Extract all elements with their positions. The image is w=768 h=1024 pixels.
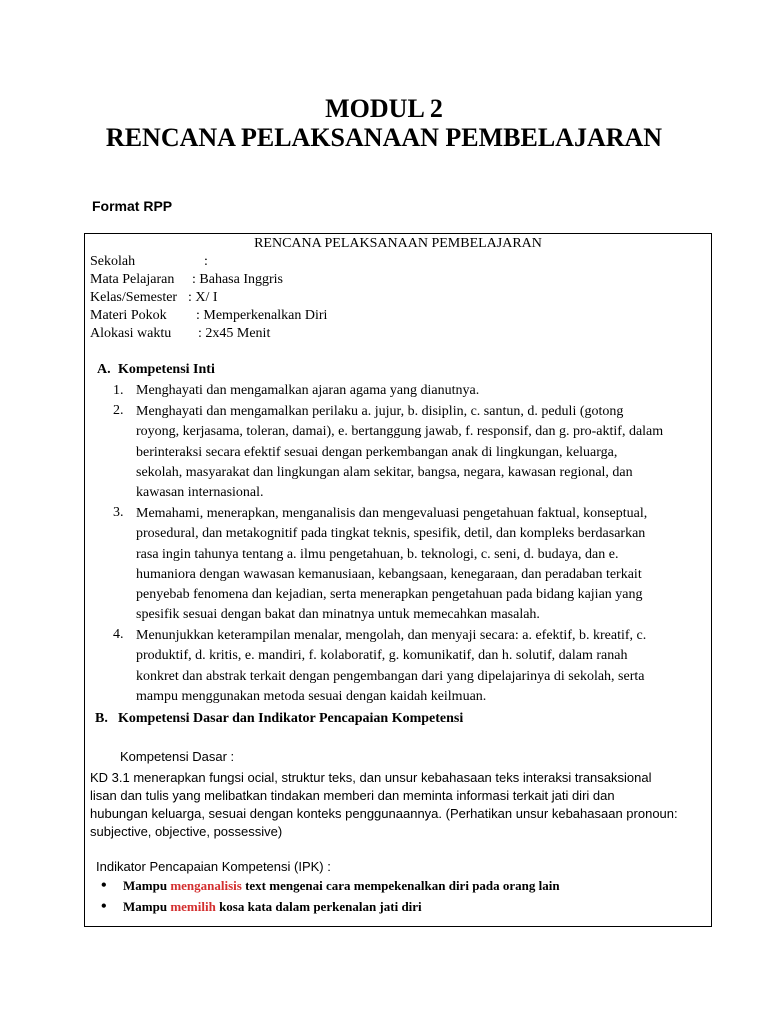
ipk-text: text mengenai cara mempekenalkan diri pada orang lain — [241, 878, 560, 893]
section-title: Kompetensi Dasar dan Indikator Pencapaian Kompetensi — [118, 711, 464, 726]
item-line: produktif, d. kritis, e. mandiri, f. kolaboratif, g. komunikatif, dan h. solutif, dalam ranah — [136, 648, 628, 664]
item-line: kawasan internasional. — [136, 485, 264, 501]
identity-row-time — [90, 325, 271, 343]
section-b-heading — [95, 710, 464, 728]
identity-row-school — [90, 253, 208, 271]
identity-value: : Bahasa Inggris — [192, 272, 283, 287]
identity-label: Mata Pelajaran — [90, 272, 175, 287]
kd-line: lisan dan tulis yang melibatkan tindakan memberi dan meminta informasi terkait jati diri dan — [90, 788, 615, 803]
section-title: Kompetensi Inti — [118, 362, 215, 377]
identity-label: Alokasi waktu — [90, 326, 172, 341]
item-line: Memahami, menerapkan, menganalisis dan mengevaluasi pengetahuan faktual, konseptual, — [136, 506, 648, 521]
item-line: rasa ingin tahunya tentang a. ilmu pengetahuan, b. teknologi, c. seni, d. budaya, dan e. — [136, 546, 619, 562]
item-number: 1. — [113, 383, 124, 398]
kd-label: Kompetensi Dasar : — [120, 749, 235, 764]
identity-label: Kelas/Semester — [90, 290, 178, 305]
format-label: Format RPP — [92, 198, 173, 214]
item-line: berinteraksi secara efektif sesuai dengan perkembangan anak di lingkungan, keluarga, — [136, 444, 618, 460]
document-title: RENCANA PELAKSANAAN PEMBELAJARAN — [105, 123, 663, 152]
rpp-box-title: RENCANA PELAKSANAAN PEMBELAJARAN — [254, 236, 542, 251]
identity-label: Materi Pokok — [90, 308, 167, 323]
kd-line: subjective, objective, possessive) — [90, 824, 283, 839]
ipk-text: kosa kata dalam perkenalan jati diri — [215, 899, 422, 914]
ipk-text: Mampu — [123, 899, 171, 914]
item-line: sekolah, masyarakat dan lingkungan alam sekitar, bangsa, negara, kawasan regional, dan — [136, 464, 633, 480]
rpp-box — [84, 233, 712, 927]
item-line: mampu menggunakan metoda sesuai dengan kaidah keilmuan. — [136, 688, 487, 704]
section-marker: B. — [95, 711, 108, 726]
item-line: Menunjukkan keterampilan menalar, mengolah, dan menyaji secara: a. efektif, b. kreatif, c. — [136, 628, 647, 643]
item-line: Menghayati dan mengamalkan perilaku a. jujur, b. disiplin, c. santun, d. peduli (gotong — [136, 404, 624, 419]
item-line: spesifik sesuai dengan bakat dan minatnya untuk memecahkan masalah. — [136, 607, 540, 623]
identity-value: : Memperkenalkan Diri — [196, 308, 328, 323]
ipk-highlight: memilih — [170, 899, 216, 914]
item-line: konkret dan abstrak terkait dengan pengembangan dari yang dipelajarinya di sekolah, serta — [136, 668, 645, 684]
ipk-text: Mampu — [123, 878, 171, 893]
ipk-label: Indikator Pencapaian Kompetensi (IPK) : — [96, 859, 331, 874]
item-number: 3. — [113, 505, 124, 520]
bullet-icon: • — [101, 898, 107, 915]
kd-text — [90, 769, 678, 841]
identity-row-class — [90, 289, 218, 307]
identity-value: : 2x45 Menit — [198, 326, 271, 341]
section-marker: A. — [97, 362, 111, 377]
ipk-highlight: menganalisis — [170, 878, 242, 893]
section-a-heading — [97, 361, 215, 379]
item-line: penyebab fenomena dan kejadian, serta menerapkan pengetahuan pada bidang kajian yang — [136, 587, 643, 603]
identity-row-topic — [90, 307, 328, 325]
identity-row-subject — [90, 271, 283, 289]
item-number: 4. — [113, 627, 124, 642]
kd-line: KD 3.1 menerapkan fungsi ocial, struktur teks, dan unsur kebahasaan teks interaksi transaksional — [90, 770, 652, 785]
item-line: Menghayati dan mengamalkan ajaran agama yang dianutnya. — [136, 383, 480, 398]
identity-value: : X/ I — [188, 290, 218, 305]
item-line: royong, kerjasama, toleran, damai), e. bertanggung jawab, f. responsif, dan g. pro-aktif, dalam — [136, 424, 664, 440]
kd-line: hubungan keluarga, sesuai dengan konteks penggunaannya. (Perhatikan unsur kebahasaan pronoun: — [90, 806, 678, 821]
item-number: 2. — [113, 403, 124, 418]
identity-label: Sekolah — [90, 254, 136, 269]
module-title: MODUL 2 — [325, 94, 443, 123]
bullet-icon: • — [101, 877, 107, 894]
item-line: prosedural, dan metakognitif pada tingkat teknis, spesifik, detil, dan kompleks berdasarkan — [136, 526, 646, 542]
item-line: humaniora dengan wawasan kemanusiaan, kebangsaan, kenegaraan, dan peradaban terkait — [136, 566, 642, 582]
identity-value: : — [204, 254, 208, 269]
